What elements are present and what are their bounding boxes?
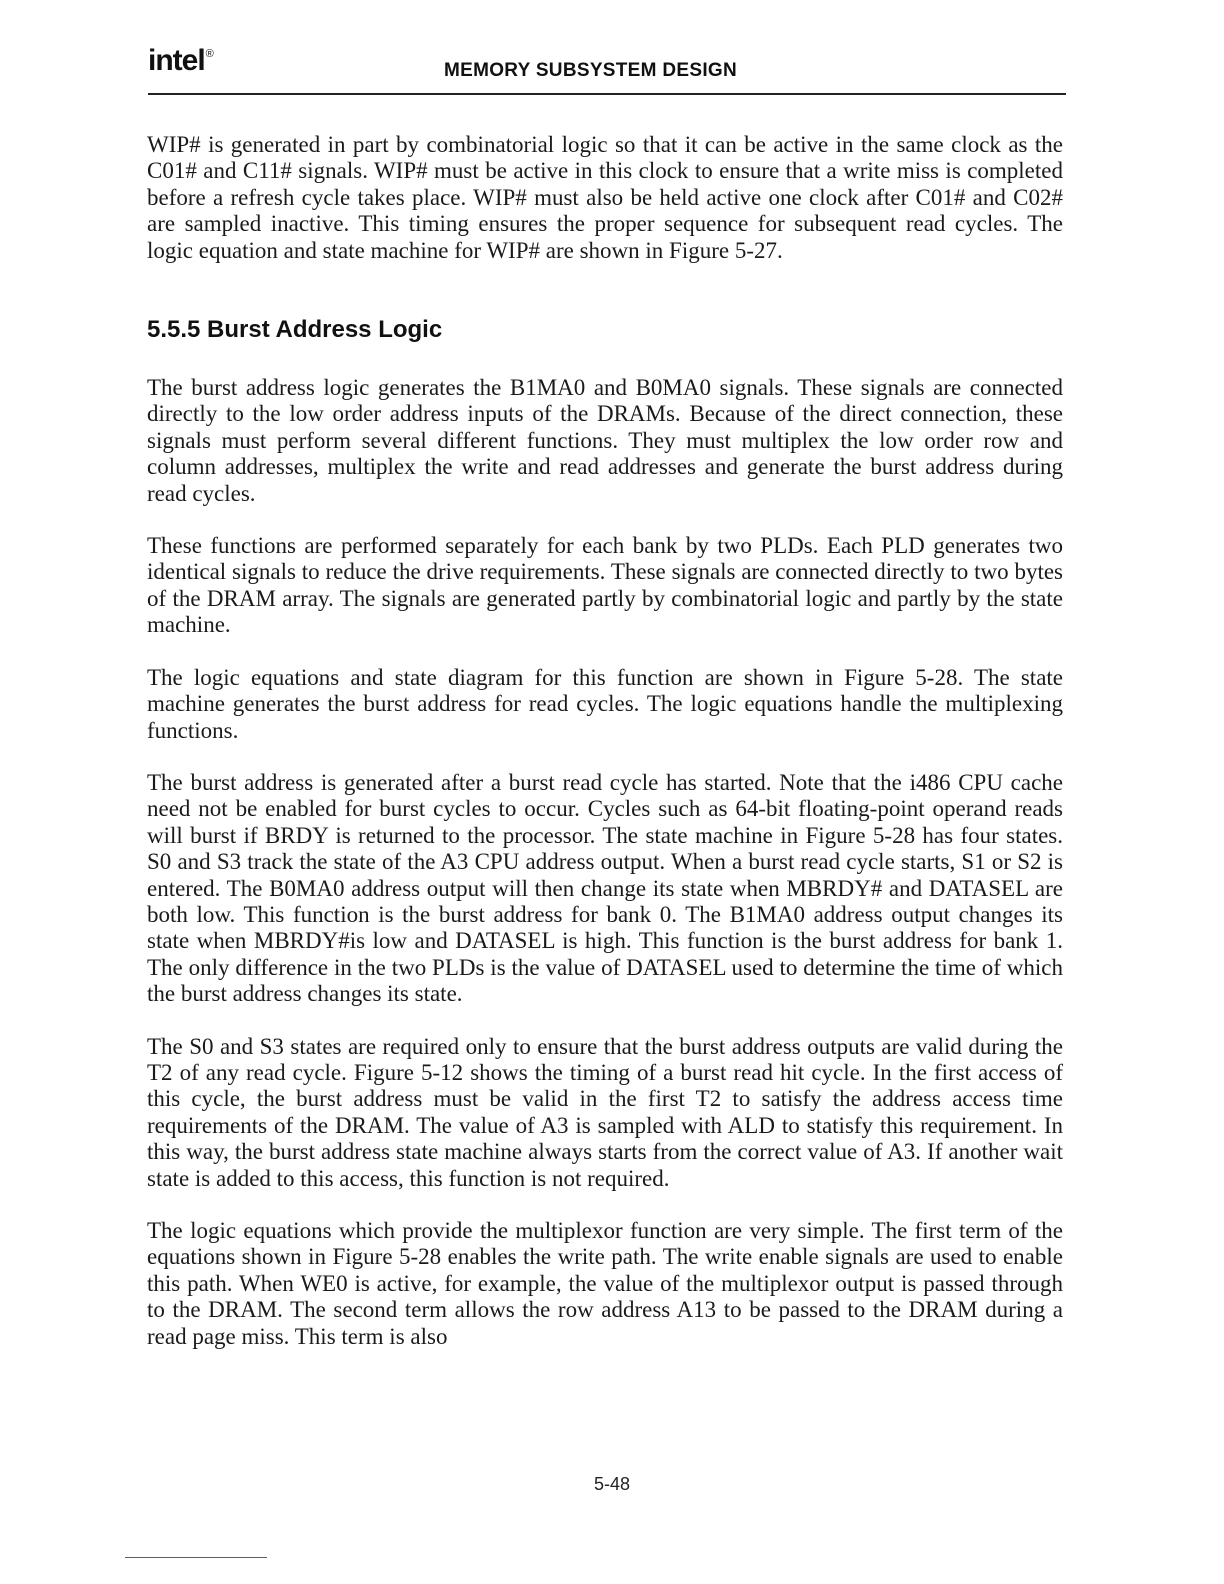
registered-mark: ® xyxy=(205,48,213,60)
page-body xyxy=(147,132,1063,1350)
footer-divider xyxy=(125,1557,267,1558)
page-header xyxy=(148,44,1066,94)
paragraph-multiplexor: The logic equations which provide the multiplexor function are very simple. The first term of the equations shown in Figure 5-28 enables the write path. The write enable signals are used to enable this path. When WE0 is active, for example, the value of the multiplexor output is passed through to the DRAM. The second term allows the row address A13 to be passed to the DRAM during a read page miss. This term is also xyxy=(147,1218,1063,1349)
running-header-title: MEMORY SUBSYSTEM DESIGN xyxy=(444,60,737,81)
page-number: 5-48 xyxy=(593,1474,631,1494)
paragraph-burst-logic: The burst address logic generates the B1MA0 and B0MA0 signals. These signals are connected directly to the low order address inputs of the DRAMs. Because of the direct connection, these signals must perform several different functions. They must multiplex the low order row and column addresses, multiplex the write and read addresses and generate the burst address during read cycles. xyxy=(147,375,1063,506)
paragraph-logic-equations: The logic equations and state diagram for this function are shown in Figure 5-28. The state machine generates the burst address for read cycles. The logic equations handle the multiplexing functions. xyxy=(147,664,1063,743)
paragraph-burst-generation: The burst address is generated after a burst read cycle has started. Note that the i486 CPU cache need not be enabled for burst cycles to occur. Cycles such as 64-bit floating-point operand reads will burst if BRDY is returned to the processor. The state machine in Figure 5-28 has four states. S0 and S3 track the state of the A3 CPU address output. When a burst read cycle starts, S1 or S2 is entered. The B0MA0 address output will then change its state when MBRDY# and DATASEL are both low. This function is the burst address for bank 0. The B1MA0 address output changes its state when MBRDY#is low and DATASEL is high. This function is the burst address for bank 1. The only difference in the two PLDs is the value of DATASEL used to determine the time of which the burst address changes its state. xyxy=(147,769,1063,1007)
logo-text: intel xyxy=(148,44,205,77)
intel-logo xyxy=(148,44,213,78)
header-divider xyxy=(148,93,1066,95)
paragraph-s0-s3-states: The S0 and S3 states are required only to ensure that the burst address outputs are valid during the T2 of any read cycle. Figure 5-12 shows the timing of a burst read hit cycle. In the first access of this cycle, the burst address must be valid in the first T2 to satisfy the address access time requirements of the DRAM. The value of A3 is sampled with ALD to statisfy this requirement. In this way, the burst address state machine always starts from the correct value of A3. If another wait state is added to this access, this function is not required. xyxy=(147,1033,1063,1191)
section-heading: 5.5.5 Burst Address Logic xyxy=(147,316,443,344)
paragraph-wip: WIP# is generated in part by combinatorial logic so that it can be active in the same clock as the C01# and C11# signals. WIP# must be active in this clock to ensure that a write miss is completed before a refresh cycle takes place. WIP# must also be held active one clock after C01# and C02# are sampled inactive. This timing ensures the proper sequence for subsequent read cycles. The logic equation and state machine for WIP# are shown in Figure 5-27. xyxy=(147,132,1063,263)
paragraph-pld-functions: These functions are performed separately for each bank by two PLDs. Each PLD generates two identical signals to reduce the drive requirements. These signals are connected directly to two bytes of the DRAM array. The signals are generated partly by combinatorial logic and partly by the state machine. xyxy=(147,533,1063,638)
